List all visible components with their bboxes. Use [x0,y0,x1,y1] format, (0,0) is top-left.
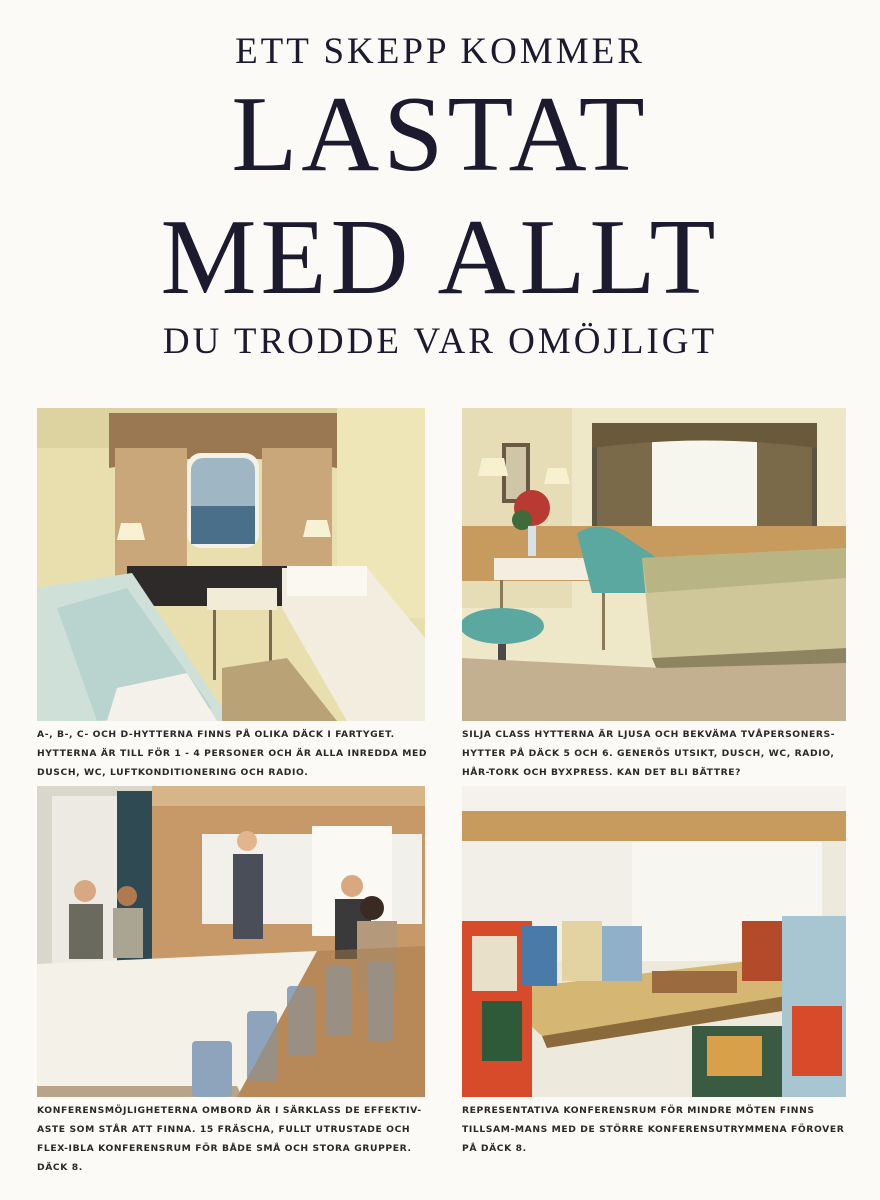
caption-conference: KONFERENSMÖJLIGHETERNA OMBORD ÄR I SÄRKLASS DE EFFEKTIV-ASTE SOM STÅR ATT FINNA. 15 FRÄSCHA, FULLT UTRUSTADE OCH FLEX-IBLA KONFERENSRUM FÖR BÅDE SMÅ OCH STORA GRUPPER. DÄCK 8. [37,1105,422,1173]
kicker-heading: ETT SKEPP KOMMER [235,31,645,72]
subtitle-heading: DU TRODDE VAR OMÖJLIGT [162,321,718,362]
photo-cabin-twin [37,408,425,721]
photo-conference-room-large [37,786,425,1097]
caption-representative: REPRESENTATIVA KONFERENSRUM FÖR MINDRE MÖTEN FINNS TILLSAM-MANS MED DE STÖRRE KONFERENSUTRYMMENA FÖROVER PÅ DÄCK 8. [462,1105,845,1154]
photo-silja-class-cabin [462,408,846,721]
photo-conference-room-small [462,786,846,1097]
caption-silja-class: SILJA CLASS HYTTERNA ÄR LJUSA OCH BEKVÄMA TVÅPERSONERS-HYTTER PÅ DÄCK 5 OCH 6. GENERÖS UTSIKT, DUSCH, WC, RADIO, HÅR-TORK OCH BYXPRESS. KAN DET BLI BÄTTRE? [462,729,836,778]
caption-cabins: A-, B-, C- OCH D-HYTTERNA FINNS PÅ OLIKA DÄCK I FARTYGET. HYTTERNA ÄR TILL FÖR 1 - 4 PERSONER OCH ÄR ALLA INREDDA MED DUSCH, WC, LUFTKONDITIONERING OCH RADIO. [37,729,428,778]
title-line-2: MED ALLT [160,198,720,317]
title-line-1: LASTAT [231,75,649,194]
